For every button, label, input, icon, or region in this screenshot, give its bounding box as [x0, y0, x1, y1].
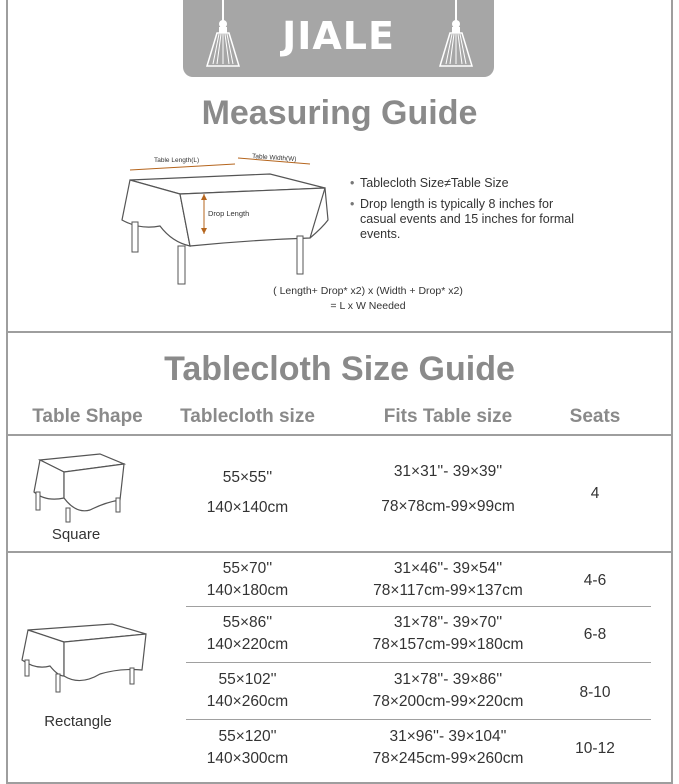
rect-fits-in: 31×46''- 39×54''	[393, 560, 503, 577]
row-divider	[186, 606, 651, 607]
rect-fits-cm: 78×245cm-99×260cm	[372, 750, 524, 767]
rect-fits-cm: 78×200cm-99×220cm	[372, 693, 524, 710]
rect-size-in: 55×70''	[222, 560, 273, 577]
rect-seats: 6-8	[583, 626, 607, 643]
rect-size-in: 55×120''	[218, 728, 277, 745]
size-guide-title: Tablecloth Size Guide	[164, 350, 515, 388]
formula-line-1: ( Length+ Drop* x2) x (Width + Drop* x2)	[273, 285, 463, 297]
width-label: Table Width(W)	[251, 153, 297, 164]
square-divider	[6, 551, 673, 553]
header-tablecloth-size: Tablecloth size	[180, 406, 315, 427]
table-row	[348, 670, 548, 712]
size-formula	[218, 284, 518, 314]
rect-fits-cm: 78×157cm-99×180cm	[372, 636, 524, 653]
table-row	[170, 559, 325, 601]
table-row	[348, 613, 548, 655]
rect-size-cm: 140×220cm	[206, 636, 289, 653]
shape-label-square: Square	[51, 526, 101, 543]
drop-label: Drop Length	[208, 209, 250, 218]
square-size-in: 55×55''	[222, 469, 273, 486]
measuring-notes	[350, 176, 590, 248]
measuring-guide-title: Measuring Guide	[201, 94, 478, 132]
rect-fits-in: 31×96''- 39×104''	[389, 728, 507, 745]
rectangle-table-icon	[20, 616, 150, 696]
header-seats: Seats	[569, 406, 621, 427]
table-row	[170, 670, 325, 712]
rect-size-cm: 140×300cm	[206, 750, 289, 767]
rect-fits-cm: 78×117cm-99×137cm	[373, 582, 523, 599]
header-table-shape: Table Shape	[32, 406, 143, 427]
rect-seats: 10-12	[575, 740, 615, 757]
note-size-difference: • Tablecloth Size≠Table Size	[350, 176, 590, 191]
rect-seats: 8-10	[579, 684, 611, 701]
rect-fits-in: 31×78''- 39×86''	[393, 671, 503, 688]
tassel-left-icon	[203, 0, 243, 74]
square-table-icon	[26, 448, 132, 524]
row-divider	[186, 719, 651, 720]
rect-size-in: 55×102''	[218, 671, 277, 688]
rect-size-cm: 140×260cm	[206, 693, 289, 710]
section-divider	[6, 331, 673, 333]
square-seats: 4	[590, 485, 600, 502]
shape-label-rectangle: Rectangle	[44, 713, 112, 730]
rect-size-cm: 140×180cm	[206, 582, 289, 599]
brand-banner	[183, 0, 494, 77]
table-row	[348, 559, 548, 601]
square-fits-cm: 78×78cm-99×99cm	[381, 498, 515, 515]
table-row	[170, 727, 325, 769]
tassel-right-icon	[436, 0, 476, 74]
rect-seats: 4-6	[583, 572, 607, 589]
rect-fits-in: 31×78''- 39×70''	[393, 614, 503, 631]
table-row	[348, 727, 548, 769]
table-row	[170, 613, 325, 655]
header-fits-table-size: Fits Table size	[383, 406, 513, 427]
brand-logo: JIALE	[282, 14, 395, 58]
note-drop-length: • Drop length is typically 8 inches for casual events and 15 inches for formal events.	[350, 197, 590, 242]
square-size-cm: 140×140cm	[206, 499, 289, 516]
formula-line-2: = L x W Needed	[330, 300, 406, 312]
square-fits-in: 31×31''- 39×39''	[393, 463, 503, 480]
length-label: Table Length(L)	[154, 157, 200, 164]
measuring-table-diagram	[110, 150, 340, 295]
rect-size-in: 55×86''	[222, 614, 273, 631]
header-divider	[6, 434, 673, 436]
row-divider	[186, 662, 651, 663]
